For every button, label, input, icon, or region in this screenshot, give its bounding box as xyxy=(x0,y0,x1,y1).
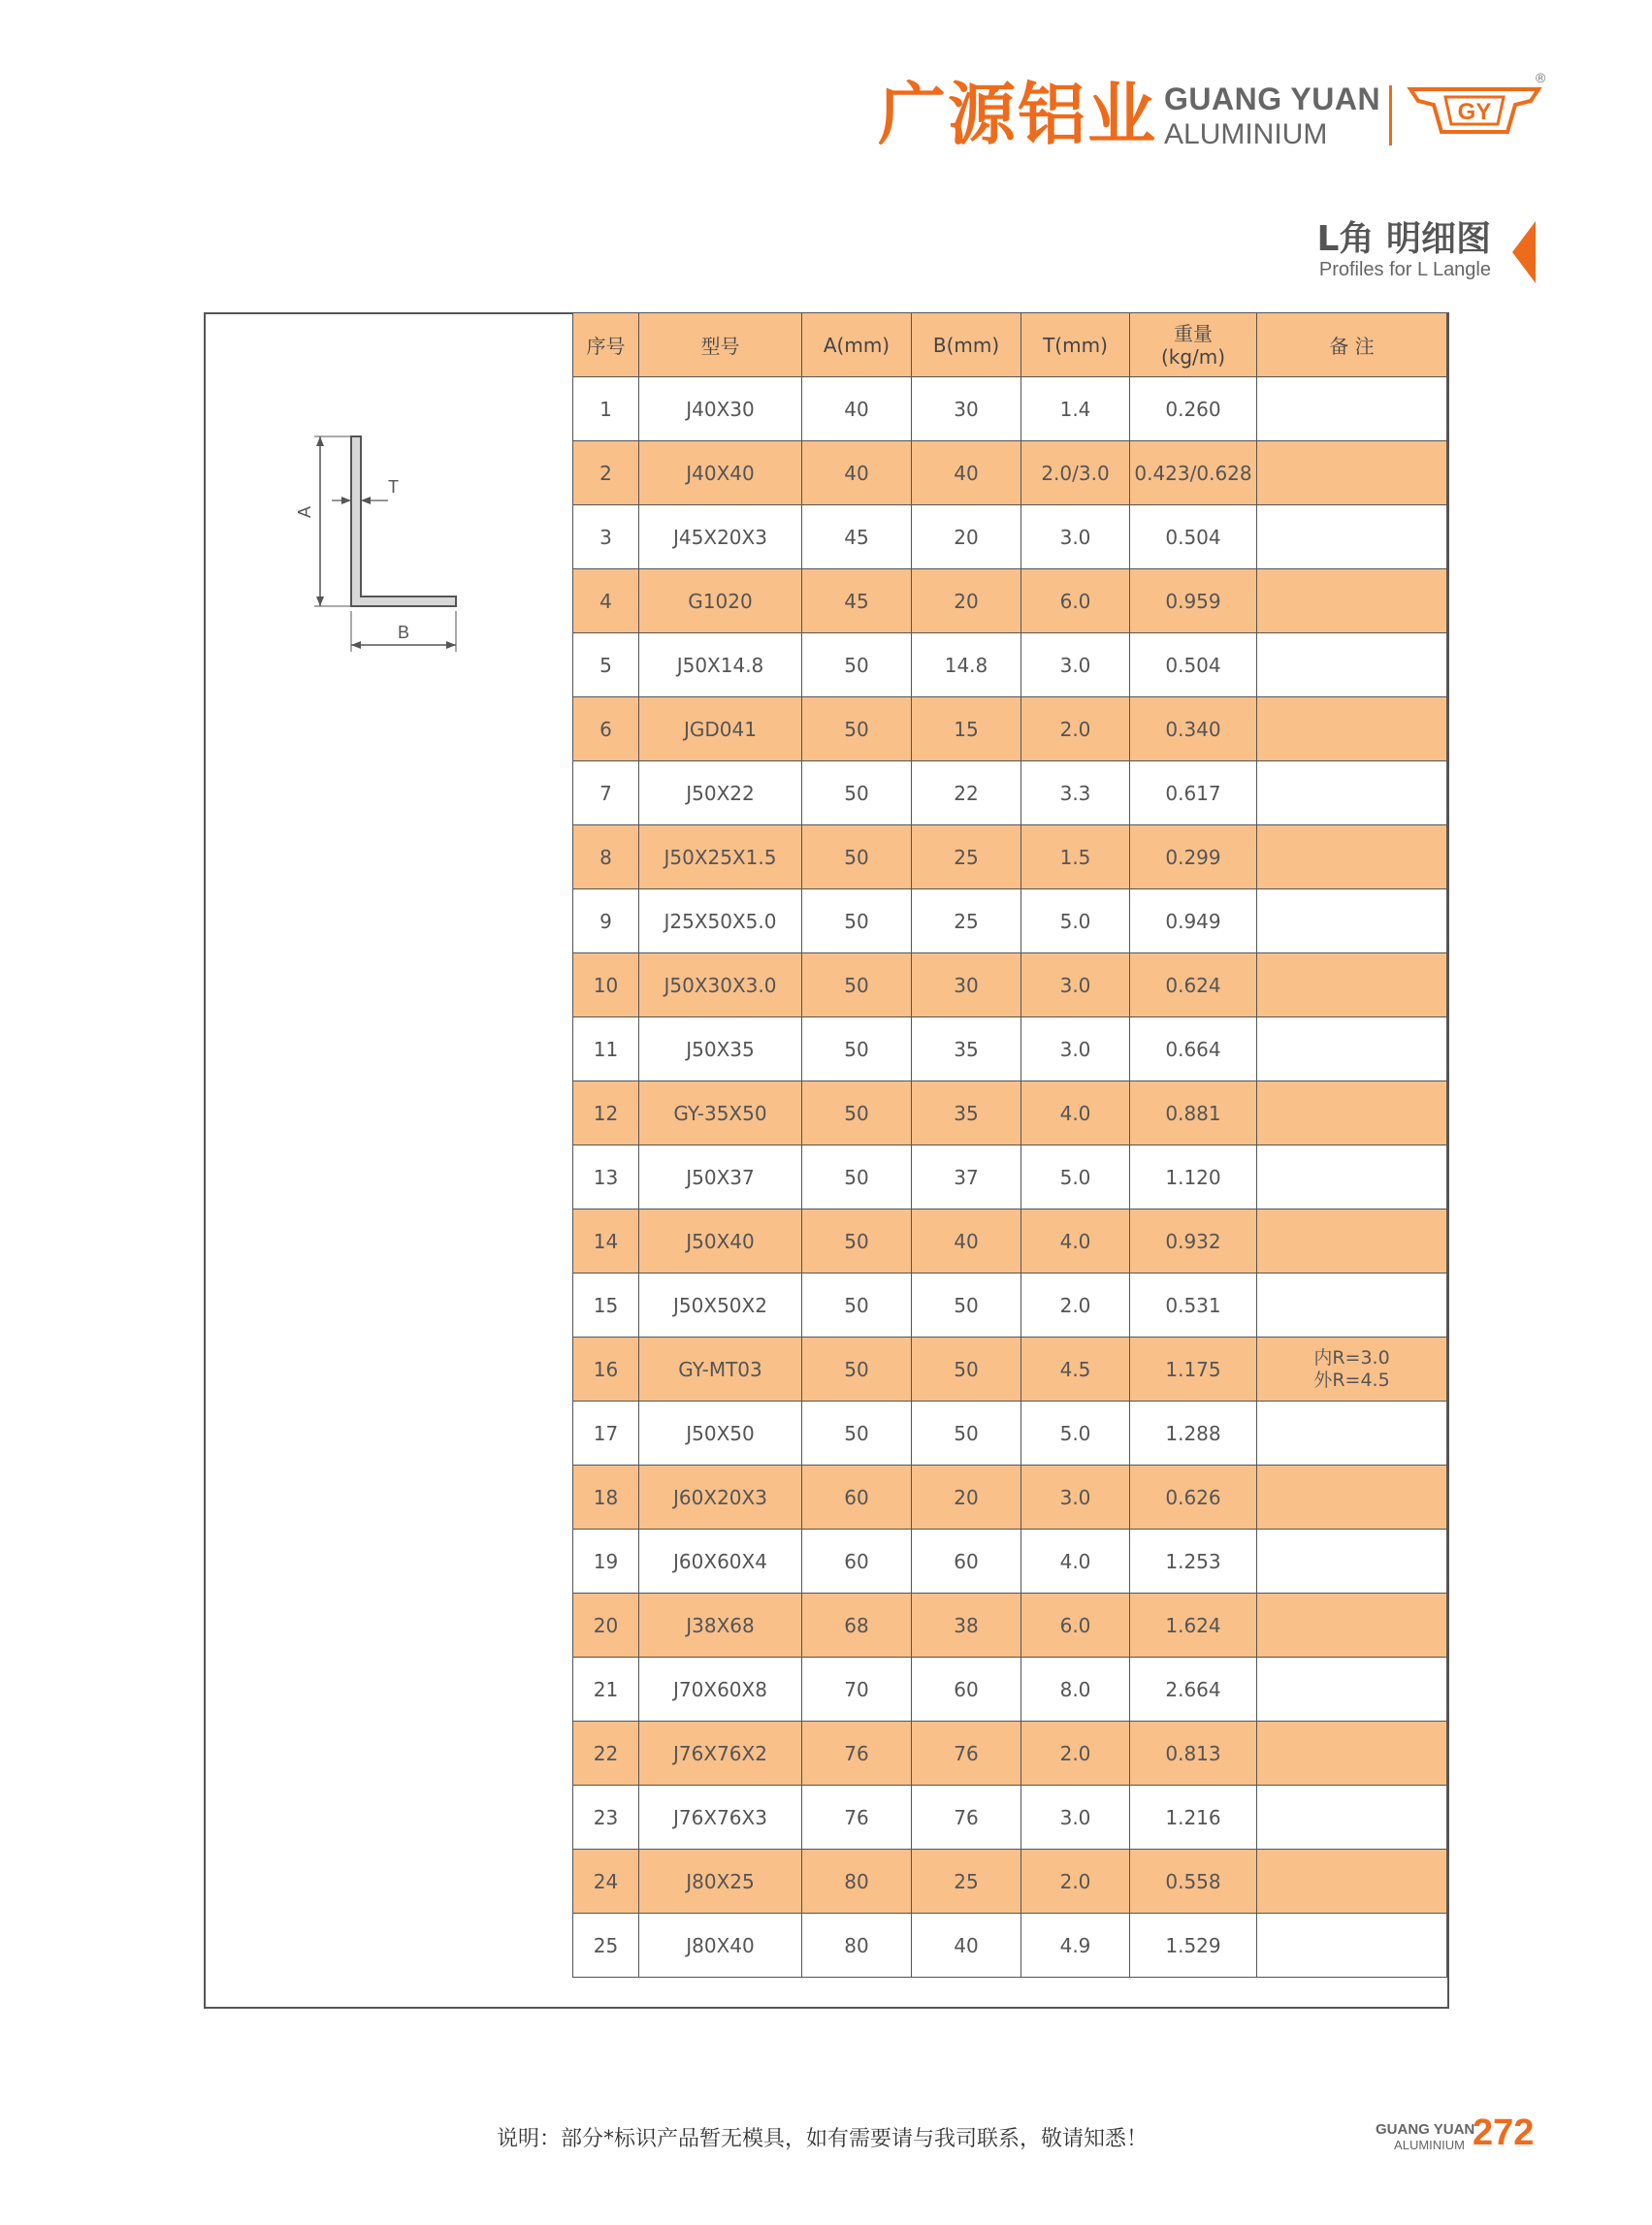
cell-b: 30 xyxy=(912,953,1021,1017)
table-row xyxy=(573,377,1447,441)
cell-a: 50 xyxy=(802,1145,912,1209)
cell-no: 19 xyxy=(573,1530,639,1594)
cell-weight: 0.617 xyxy=(1130,761,1257,825)
cell-weight: 1.624 xyxy=(1130,1594,1257,1658)
cell-weight: 0.959 xyxy=(1130,569,1257,633)
table-row xyxy=(573,889,1447,953)
cell-model: J50X25X1.5 xyxy=(639,825,802,889)
cell-model: J80X25 xyxy=(639,1850,802,1914)
table-row xyxy=(573,1274,1447,1338)
cell-weight: 0.423/0.628 xyxy=(1130,441,1257,505)
cell-model: J45X20X3 xyxy=(639,505,802,569)
dim-label-t: T xyxy=(388,477,399,497)
cell-b: 50 xyxy=(912,1402,1021,1466)
brand-divider xyxy=(1389,85,1392,145)
cell-weight: 0.881 xyxy=(1130,1081,1257,1145)
header-t: T(mm) xyxy=(1021,313,1130,377)
cell-no: 16 xyxy=(573,1338,639,1402)
cell-t: 1.4 xyxy=(1021,377,1130,441)
cell-remark xyxy=(1257,1594,1447,1658)
cell-no: 5 xyxy=(573,633,639,697)
table-row xyxy=(573,761,1447,825)
cell-b: 30 xyxy=(912,377,1021,441)
cell-weight: 0.949 xyxy=(1130,889,1257,953)
header-no: 序号 xyxy=(573,313,639,377)
footer-brand-line2: ALUMINIUM xyxy=(1394,2138,1465,2152)
section-subtitle: Profiles for L Langle xyxy=(1318,259,1491,280)
cell-weight: 0.664 xyxy=(1130,1017,1257,1081)
cell-a: 50 xyxy=(802,1209,912,1274)
cell-no: 18 xyxy=(573,1466,639,1530)
cell-weight: 2.664 xyxy=(1130,1658,1257,1722)
cell-b: 20 xyxy=(912,505,1021,569)
cell-a: 50 xyxy=(802,1338,912,1402)
cell-a: 50 xyxy=(802,761,912,825)
cell-a: 50 xyxy=(802,825,912,889)
remark-line2: 外R=4.5 xyxy=(1313,1369,1390,1391)
cell-a: 50 xyxy=(802,953,912,1017)
cell-weight: 0.299 xyxy=(1130,825,1257,889)
cell-remark xyxy=(1257,1466,1447,1530)
cell-b: 25 xyxy=(912,825,1021,889)
cell-model: J25X50X5.0 xyxy=(639,889,802,953)
cell-t: 5.0 xyxy=(1021,1402,1130,1466)
cell-b: 15 xyxy=(912,697,1021,761)
cell-t: 4.0 xyxy=(1021,1209,1130,1274)
cell-weight: 0.813 xyxy=(1130,1722,1257,1786)
cell-t: 4.5 xyxy=(1021,1338,1130,1402)
cell-b: 37 xyxy=(912,1145,1021,1209)
spec-table-body xyxy=(573,377,1447,1978)
cell-a: 50 xyxy=(802,633,912,697)
cell-a: 50 xyxy=(802,1274,912,1338)
cell-no: 1 xyxy=(573,377,639,441)
cell-b: 14.8 xyxy=(912,633,1021,697)
cell-weight: 0.531 xyxy=(1130,1274,1257,1338)
cell-weight: 0.504 xyxy=(1130,505,1257,569)
cell-a: 50 xyxy=(802,1017,912,1081)
cell-b: 76 xyxy=(912,1722,1021,1786)
cell-no: 10 xyxy=(573,953,639,1017)
header-weight xyxy=(1130,313,1257,377)
footer-brand xyxy=(1376,2121,1475,2152)
cell-t: 4.0 xyxy=(1021,1530,1130,1594)
cell-t: 4.0 xyxy=(1021,1081,1130,1145)
cell-model: J60X20X3 xyxy=(639,1466,802,1530)
footer-brand-line1: GUANG YUAN xyxy=(1376,2121,1475,2138)
cell-a: 80 xyxy=(802,1850,912,1914)
cell-t: 2.0/3.0 xyxy=(1021,441,1130,505)
cell-model: J60X60X4 xyxy=(639,1530,802,1594)
cell-no: 15 xyxy=(573,1274,639,1338)
cell-weight: 0.260 xyxy=(1130,377,1257,441)
cell-a: 45 xyxy=(802,569,912,633)
footer-note: 说明：部分*标识产品暂无模具，如有需要请与我司联系，敬请知悉！ xyxy=(497,2127,1149,2151)
cell-weight: 0.558 xyxy=(1130,1850,1257,1914)
cell-no: 21 xyxy=(573,1658,639,1722)
table-row xyxy=(573,1145,1447,1209)
cell-t: 1.5 xyxy=(1021,825,1130,889)
cell-model: J50X40 xyxy=(639,1209,802,1274)
cell-b: 38 xyxy=(912,1594,1021,1658)
cell-remark xyxy=(1257,697,1447,761)
cell-b: 20 xyxy=(912,1466,1021,1530)
cell-b: 40 xyxy=(912,1914,1021,1978)
cell-weight: 1.253 xyxy=(1130,1530,1257,1594)
cell-a: 76 xyxy=(802,1786,912,1850)
dim-label-b: B xyxy=(398,623,410,642)
cell-remark xyxy=(1257,1914,1447,1978)
table-row xyxy=(573,1786,1447,1850)
cell-b: 76 xyxy=(912,1786,1021,1850)
cell-a: 80 xyxy=(802,1914,912,1978)
cell-remark xyxy=(1257,505,1447,569)
table-row xyxy=(573,569,1447,633)
spec-table xyxy=(572,312,1447,1978)
cell-t: 3.0 xyxy=(1021,1017,1130,1081)
cell-model: J50X37 xyxy=(639,1145,802,1209)
cell-weight: 1.175 xyxy=(1130,1338,1257,1402)
cell-t: 6.0 xyxy=(1021,1594,1130,1658)
cell-a: 40 xyxy=(802,441,912,505)
header-weight-line2: (kg/m) xyxy=(1160,344,1226,369)
cell-weight: 0.624 xyxy=(1130,953,1257,1017)
cell-no: 14 xyxy=(573,1209,639,1274)
header-model: 型号 xyxy=(639,313,802,377)
cell-weight: 0.504 xyxy=(1130,633,1257,697)
brand-name-en-line1: GUANG YUAN xyxy=(1164,81,1381,116)
cell-model: J50X50 xyxy=(639,1402,802,1466)
cell-b: 20 xyxy=(912,569,1021,633)
cell-remark xyxy=(1257,633,1447,697)
cell-remark xyxy=(1257,1209,1447,1274)
cell-model: J70X60X8 xyxy=(639,1658,802,1722)
cell-t: 5.0 xyxy=(1021,1145,1130,1209)
cell-no: 11 xyxy=(573,1017,639,1081)
table-row xyxy=(573,1722,1447,1786)
cell-model: J80X40 xyxy=(639,1914,802,1978)
cell-remark xyxy=(1257,1722,1447,1786)
table-row xyxy=(573,1017,1447,1081)
cell-model: J50X50X2 xyxy=(639,1274,802,1338)
cell-model: GY-35X50 xyxy=(639,1081,802,1145)
cell-t: 3.0 xyxy=(1021,1466,1130,1530)
cell-b: 35 xyxy=(912,1081,1021,1145)
cell-a: 50 xyxy=(802,889,912,953)
cell-t: 2.0 xyxy=(1021,697,1130,761)
cell-a: 50 xyxy=(802,1402,912,1466)
cell-b: 22 xyxy=(912,761,1021,825)
table-row xyxy=(573,1658,1447,1722)
cell-b: 40 xyxy=(912,1209,1021,1274)
cell-model: J40X40 xyxy=(639,441,802,505)
table-row xyxy=(573,1594,1447,1658)
section-title: L角 明细图 xyxy=(1316,219,1491,259)
header-remark: 备 注 xyxy=(1257,313,1447,377)
cell-b: 50 xyxy=(912,1338,1021,1402)
cell-t: 2.0 xyxy=(1021,1850,1130,1914)
cell-no: 6 xyxy=(573,697,639,761)
cell-remark xyxy=(1257,569,1447,633)
page-number: 272 xyxy=(1473,2112,1535,2153)
cell-b: 25 xyxy=(912,1850,1021,1914)
cell-remark xyxy=(1257,1017,1447,1081)
cell-b: 35 xyxy=(912,1017,1021,1081)
header-b: B(mm) xyxy=(912,313,1021,377)
cell-t: 3.0 xyxy=(1021,633,1130,697)
cell-weight: 1.216 xyxy=(1130,1786,1257,1850)
cell-t: 6.0 xyxy=(1021,569,1130,633)
table-row xyxy=(573,441,1447,505)
cell-model: J38X68 xyxy=(639,1594,802,1658)
cell-no: 2 xyxy=(573,441,639,505)
table-row xyxy=(573,1081,1447,1145)
cell-b: 50 xyxy=(912,1274,1021,1338)
cell-remark xyxy=(1257,953,1447,1017)
cell-remark xyxy=(1257,1402,1447,1466)
cell-weight: 1.288 xyxy=(1130,1402,1257,1466)
cell-t: 8.0 xyxy=(1021,1658,1130,1722)
table-row xyxy=(573,697,1447,761)
table-row xyxy=(573,1402,1447,1466)
cell-no: 7 xyxy=(573,761,639,825)
cell-no: 22 xyxy=(573,1722,639,1786)
cell-remark xyxy=(1257,761,1447,825)
cell-a: 45 xyxy=(802,505,912,569)
cell-model: J40X30 xyxy=(639,377,802,441)
cell-a: 60 xyxy=(802,1530,912,1594)
cell-model: J76X76X3 xyxy=(639,1786,802,1850)
cell-weight: 1.120 xyxy=(1130,1145,1257,1209)
table-row xyxy=(573,1466,1447,1530)
cell-model: J50X14.8 xyxy=(639,633,802,697)
cell-no: 8 xyxy=(573,825,639,889)
cell-t: 3.3 xyxy=(1021,761,1130,825)
section-arrow-icon xyxy=(1512,221,1536,283)
cell-model: J76X76X2 xyxy=(639,1722,802,1786)
cell-model: JGD041 xyxy=(639,697,802,761)
remark-line1: 内R=3.0 xyxy=(1313,1346,1390,1369)
cell-remark xyxy=(1257,1530,1447,1594)
cell-t: 3.0 xyxy=(1021,505,1130,569)
brand-logo-icon xyxy=(1407,76,1542,144)
cell-no: 9 xyxy=(573,889,639,953)
cell-weight: 0.340 xyxy=(1130,697,1257,761)
cell-t: 2.0 xyxy=(1021,1722,1130,1786)
cell-a: 50 xyxy=(802,697,912,761)
cell-remark xyxy=(1257,441,1447,505)
cell-model: J50X35 xyxy=(639,1017,802,1081)
cell-weight: 0.932 xyxy=(1130,1209,1257,1274)
cell-remark xyxy=(1257,1658,1447,1722)
cell-a: 50 xyxy=(802,1081,912,1145)
cell-a: 70 xyxy=(802,1658,912,1722)
table-row xyxy=(573,633,1447,697)
cell-remark xyxy=(1257,1786,1447,1850)
table-row xyxy=(573,1338,1447,1402)
cell-remark xyxy=(1257,1274,1447,1338)
table-row xyxy=(573,825,1447,889)
cell-t: 5.0 xyxy=(1021,889,1130,953)
cell-remark xyxy=(1257,1145,1447,1209)
table-row xyxy=(573,1850,1447,1914)
cell-b: 60 xyxy=(912,1530,1021,1594)
cell-no: 12 xyxy=(573,1081,639,1145)
l-angle-profile-diagram xyxy=(281,427,475,679)
cell-no: 23 xyxy=(573,1786,639,1850)
cell-no: 20 xyxy=(573,1594,639,1658)
cell-weight: 0.626 xyxy=(1130,1466,1257,1530)
cell-no: 13 xyxy=(573,1145,639,1209)
cell-no: 3 xyxy=(573,505,639,569)
cell-t: 3.0 xyxy=(1021,1786,1130,1850)
cell-remark xyxy=(1257,825,1447,889)
table-row xyxy=(573,953,1447,1017)
cell-remark xyxy=(1257,1081,1447,1145)
cell-t: 4.9 xyxy=(1021,1914,1130,1978)
cell-a: 60 xyxy=(802,1466,912,1530)
cell-no: 24 xyxy=(573,1850,639,1914)
table-row xyxy=(573,505,1447,569)
cell-t: 3.0 xyxy=(1021,953,1130,1017)
cell-a: 68 xyxy=(802,1594,912,1658)
header-weight-line1: 重量 xyxy=(1174,321,1213,345)
cell-remark xyxy=(1257,377,1447,441)
cell-no: 25 xyxy=(573,1914,639,1978)
cell-model: GY-MT03 xyxy=(639,1338,802,1402)
cell-b: 60 xyxy=(912,1658,1021,1722)
table-row xyxy=(573,1209,1447,1274)
brand-name-en-line2: ALUMINIUM xyxy=(1164,118,1328,150)
table-row xyxy=(573,1914,1447,1978)
cell-model: G1020 xyxy=(639,569,802,633)
cell-remark xyxy=(1257,1850,1447,1914)
diagram-cell xyxy=(204,312,574,2009)
cell-t: 2.0 xyxy=(1021,1274,1130,1338)
cell-no: 4 xyxy=(573,569,639,633)
cell-no: 17 xyxy=(573,1402,639,1466)
brand-name-cn: 广源铝业 xyxy=(878,75,1157,154)
cell-b: 40 xyxy=(912,441,1021,505)
cell-b: 25 xyxy=(912,889,1021,953)
table-row xyxy=(573,1530,1447,1594)
cell-model: J50X30X3.0 xyxy=(639,953,802,1017)
table-header-row xyxy=(573,313,1447,377)
dim-label-a: A xyxy=(295,505,314,518)
cell-model: J50X22 xyxy=(639,761,802,825)
registered-mark: ® xyxy=(1536,70,1546,85)
cell-a: 40 xyxy=(802,377,912,441)
cell-weight: 1.529 xyxy=(1130,1914,1257,1978)
cell-a: 76 xyxy=(802,1722,912,1786)
cell-remark xyxy=(1257,1338,1447,1402)
brand-logo-text: GY xyxy=(1457,99,1492,125)
header-a: A(mm) xyxy=(802,313,912,377)
cell-remark xyxy=(1257,889,1447,953)
